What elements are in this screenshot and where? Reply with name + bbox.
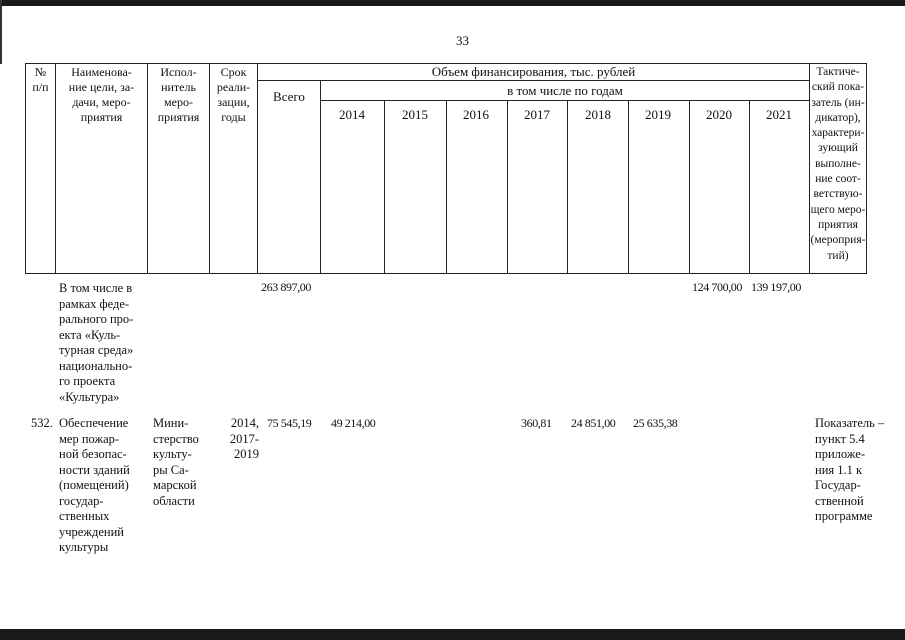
header-year-2016: 2016 (463, 107, 489, 122)
header-by-years: в том числе по годам (507, 83, 623, 98)
row-federal-project-total: 263 897,00 (261, 280, 312, 294)
header-col-period: Срок реали- зации, годы (216, 65, 251, 124)
scan-top-border (0, 0, 905, 6)
row-532-2018: 24 851,00 (571, 416, 616, 430)
header-total: Всего (273, 89, 305, 104)
row-532-total: 75 545,19 (267, 416, 312, 430)
header-year-2018: 2018 (585, 107, 611, 122)
header-year-2020: 2020 (706, 107, 732, 122)
row-532-indicator: Показатель – пункт 5.4 приложе- ния 1.1 к Государ- ственной программе (815, 416, 885, 523)
header-col-executor: Испол- нитель меро- приятия (157, 65, 200, 124)
row-532-2019: 25 635,38 (633, 416, 678, 430)
header-year-2017: 2017 (524, 107, 550, 122)
row-532-number: 532. (31, 416, 53, 430)
header-year-2015: 2015 (402, 107, 428, 122)
scan-bottom-border (0, 629, 905, 640)
header-col-name: Наименова- ние цели, за- дачи, меро- приятия (68, 65, 135, 124)
row-532-period: 2014, 2017- 2019 (229, 416, 259, 461)
header-funding-title: Объем финансирования, тыс. рублей (431, 64, 636, 79)
row-532-executor: Мини- стерство культу- ры Са- марской области (153, 416, 199, 508)
scan-left-edge (0, 0, 2, 64)
header-year-2019: 2019 (645, 107, 671, 122)
row-federal-project-name: В том числе в рамках феде- рального про- екта «Куль- турная среда» национально- го проекта «Культура» (59, 281, 134, 404)
row-federal-project-2020: 124 700,00 (692, 280, 743, 294)
row-532-2017: 360,81 (521, 416, 552, 430)
row-federal-project-2021: 139 197,00 (751, 280, 802, 294)
header-year-2014: 2014 (339, 107, 365, 122)
header-col-indicator: Тактиче- ский пока- затель (ин- дикатор), характери- зующий выполне- ние соот- ветствую- щего меро- приятия (мероприя- тий) (810, 66, 866, 262)
page-number: 33 (456, 33, 469, 48)
row-532-name: Обеспечение мер пожар- ной безопас- ности зданий (помещений) государ- ственных учреждений культуры (59, 416, 130, 554)
row-532-2014: 49 214,00 (331, 416, 376, 430)
header-col-number: № п/п (32, 65, 49, 94)
header-year-2021: 2021 (766, 107, 792, 122)
